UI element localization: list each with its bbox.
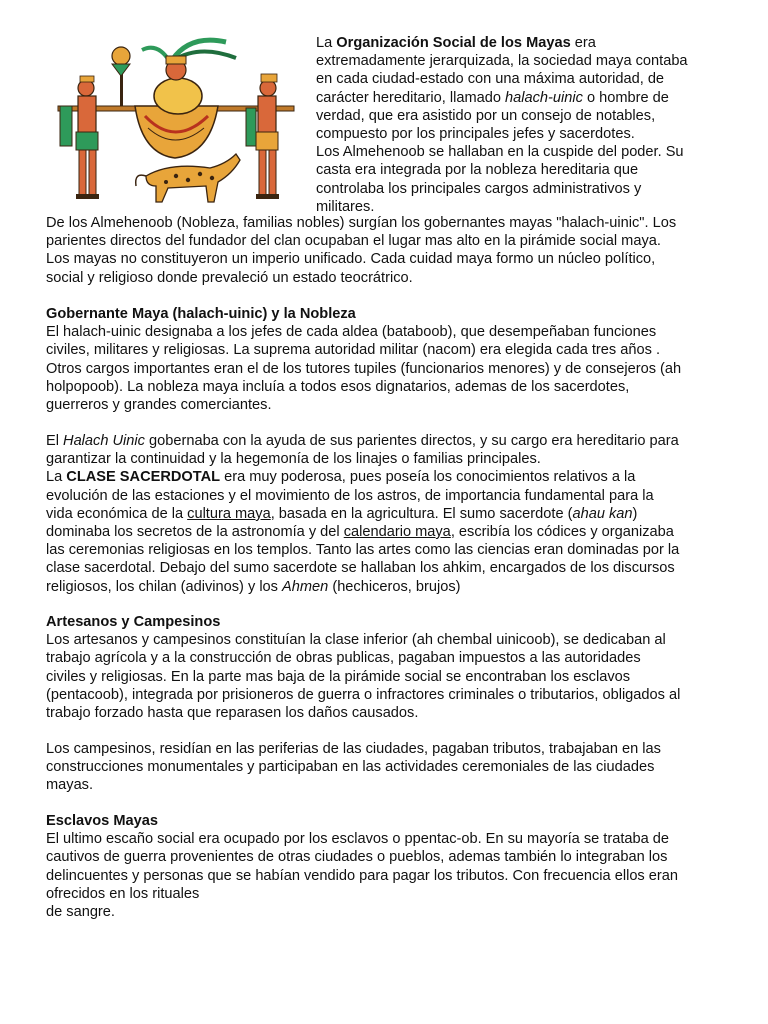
text: era <box>570 35 596 51</box>
bold-term: CLASE SACERDOTAL <box>66 469 221 486</box>
section-artesanos <box>46 613 736 722</box>
text-line: garantizar la continuidad y la hegemonía de los linajes o familias principales. <box>46 451 541 468</box>
text: , basada en la agricultura. El sumo sacerdote ( <box>270 505 573 522</box>
text-line: guerreros y grandes comerciantes. <box>46 397 272 414</box>
text-line: delincuentes y personas que se habían vendido para pagar los tributos. Con frecuencia ellos eran <box>46 867 678 884</box>
italic-term: Ahmen <box>282 578 329 595</box>
text-line: civiles y religiosas. En la parte mas baja de la pirámide social se encontraban los esclavos <box>46 668 631 685</box>
paragraph-almehenoob <box>46 214 736 287</box>
text: vida económica de la <box>46 505 188 522</box>
text: religiosos, los chilan (adivinos) y los <box>46 578 283 595</box>
text-line <box>46 523 736 541</box>
paragraph-campesinos <box>46 740 736 795</box>
text-line: Otros cargos importantes eran el de los tutores tupiles (funcionarios menores) y de consejeros (ah <box>46 360 682 377</box>
text-line: Los campesinos, residían en las periferias de las ciudades, pagaban tributos, trabajaban en las <box>46 741 661 757</box>
section-heading: Esclavos Mayas <box>46 813 158 829</box>
italic-term: Halach Uinic <box>63 433 145 449</box>
text-line: social y religioso donde prevaleció un estado teocrátrico. <box>46 269 413 286</box>
intro-line-8: casta era integrada por la nobleza hereditaria que <box>316 162 639 179</box>
text-line <box>46 432 736 450</box>
intro-line-1 <box>316 34 721 52</box>
text-line: parientes directos del fundador del clan ocupaban el lugar mas alto en la pirámide social maya. <box>46 233 661 250</box>
text-line: cautivos de guerra provenientes de otras ciudades o pueblos, ademas también lo integraban los <box>46 849 668 866</box>
intro-bold-title: Organización Social de los Mayas <box>336 35 571 51</box>
section-gobernante <box>46 305 736 414</box>
intro-line-4 <box>316 89 721 107</box>
text: La <box>46 469 67 486</box>
intro-line-5: verdad, que era asistido por un consejo de notables, <box>316 107 656 124</box>
text-line: mayas. <box>46 777 94 794</box>
intro-line-10: militares. <box>316 198 375 215</box>
text-line <box>46 505 736 523</box>
text: era muy poderosa, pues poseía los conocimientos relativos a la <box>220 469 636 486</box>
text-line: las ceremonias religiosas en los templos. Tanto las artes como las ciencias eran dominadas por la <box>46 542 680 559</box>
paragraph-sacerdotal <box>46 432 736 596</box>
intro-line-6: compuesto por los principales jefes y sacerdotes. <box>316 126 635 143</box>
text: ) <box>632 505 638 522</box>
text-line: El halach-uinic designaba a los jefes de cada aldea (bataboob), que desempeñaban funciones <box>46 324 657 341</box>
calendario-maya-link[interactable]: calendario maya <box>343 524 451 541</box>
text: El <box>46 433 64 449</box>
text-line: De los Almehenoob (Nobleza, familias nobles) surgían los gobernantes mayas "halach-uinic". Los <box>46 215 677 231</box>
text-line: clase sacerdotal. Debajo del sumo sacerdote se hallaban los ahkim, encargados de los discursos <box>46 560 675 577</box>
text: carácter hereditario, llamado <box>316 89 505 106</box>
text: (hechiceros, brujos) <box>328 578 461 595</box>
intro-line-9: controlaba los principales cargos administrativos y <box>316 180 642 197</box>
text-line: trabajo forzado hasta que reparasen los daños causados. <box>46 705 419 722</box>
text: , escribía los códices y organizaba <box>450 524 674 541</box>
text-line: construcciones monumentales y participaban en las actividades ceremoniales de las ciudades <box>46 759 655 776</box>
section-esclavos <box>46 812 736 921</box>
text-line: Los mayas no constituyeron un imperio unificado. Cada cuidad maya formo un núcleo político, <box>46 251 656 268</box>
section-heading: Artesanos y Campesinos <box>46 614 221 630</box>
section-heading: Gobernante Maya (halach-uinic) y la Nobleza <box>46 306 356 322</box>
text-line: civiles, militares y religiosas. La suprema autoridad militar (nacom) era elegida cada tres años . <box>46 342 661 359</box>
text-line: El ultimo escaño social era ocupado por los esclavos o ppentac-ob. En su mayoría se trataba de <box>46 831 670 848</box>
text-line: (pentacoob), integrada por prisioneros de guerra o infractores criminales o tributarios, obligados al <box>46 686 681 703</box>
intro-line-2: extremadamente jerarquizada, la sociedad maya contaba <box>316 53 688 70</box>
text: La <box>316 35 337 51</box>
text: o hombre de <box>582 89 669 106</box>
italic-term: halach-uinic <box>505 89 583 106</box>
text-line <box>46 578 736 596</box>
text-line: Los artesanos y campesinos constituían la clase inferior (ah chembal uinicoob), se dedicaban al <box>46 632 666 649</box>
cultura-maya-link[interactable]: cultura maya <box>187 505 271 522</box>
text-line <box>46 468 736 486</box>
italic-term: ahau kan <box>572 505 633 522</box>
text-line: de sangre. <box>46 904 115 921</box>
text-line: trabajo agrícola y a la construcción de obras publicas, pagaban impuestos a las autoridades <box>46 650 641 667</box>
intro-paragraph <box>316 34 721 216</box>
intro-line-3: en cada ciudad-estado con una máxima autoridad, de <box>316 71 665 88</box>
intro-line-7: Los Almehenoob se hallaban en la cuspide del poder. Su <box>316 144 684 161</box>
text-line: ofrecidos en los rituales <box>46 885 200 902</box>
mayan-procession-illustration <box>50 36 300 208</box>
text-line: evolución de las estaciones y el movimiento de los astros, de importancia fundamental para la <box>46 487 654 504</box>
text: gobernaba con la ayuda de sus parientes directos, y su cargo era hereditario para <box>144 433 679 449</box>
text-line: holpopoob). La nobleza maya incluía a todos esos dignatarios, ademas de los sacerdotes, <box>46 378 630 395</box>
text: dominaba los secretos de la astronomía y del <box>46 524 344 541</box>
